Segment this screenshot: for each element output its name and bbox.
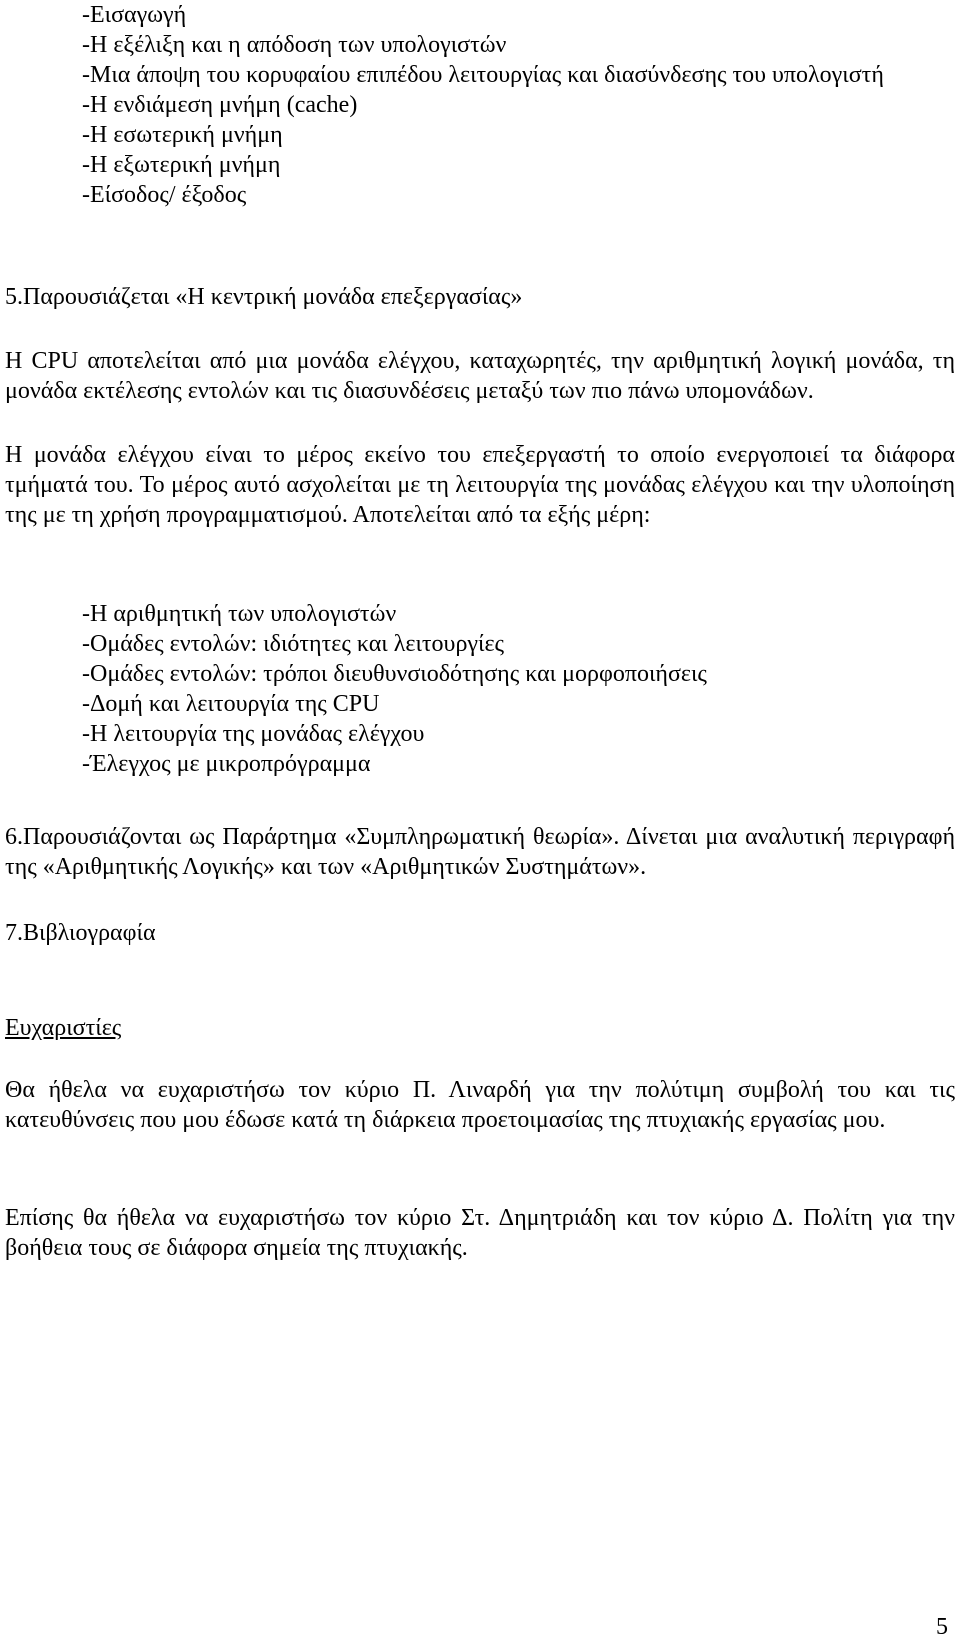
- section-5-heading: 5.Παρουσιάζεται «Η κεντρική μονάδα επεξεργασίας»: [5, 284, 523, 310]
- list-item: -Μια άποψη του κορυφαίου επιπέδου λειτουργίας και διασύνδεσης του υπολογιστή: [82, 62, 884, 88]
- list-item: -Η ενδιάμεση μνήμη (cache): [82, 92, 358, 118]
- section-5-paragraph-2: Η μονάδα ελέγχου είναι το μέρος εκείνο του επεξεργαστή το οποίο ενεργοποιεί τα διάφορα τμήματά του. Το μέρος αυτό ασχολείται με τη λειτουργία της μονάδας ελέγχου και την υλοποίηση της με τη χρήση προγραμματισμού. Αποτελείται από τα εξής μέρη:: [5, 442, 955, 528]
- acknowledgements-paragraph-2: Επίσης θα ήθελα να ευχαριστήσω τον κύριο Στ. Δημητριάδη και τον κύριο Δ. Πολίτη για την βοήθεια τους σε διάφορα σημεία της πτυχιακής.: [5, 1205, 955, 1261]
- section-6-paragraph: 6.Παρουσιάζονται ως Παράρτημα «Συμπληρωματική θεωρία». Δίνεται μια αναλυτική περιγραφή της «Αριθμητικής Λογικής» και των «Αριθμητικών Συστημάτων».: [5, 824, 955, 880]
- section-5-paragraph-1: Η CPU αποτελείται από μια μονάδα ελέγχου, καταχωρητές, την αριθμητική λογική μονάδα, τη μονάδα εκτέλεσης εντολών και τις διασυνδέσεις μεταξύ των πιο πάνω υπομονάδων.: [5, 348, 955, 404]
- list-item: -Ομάδες εντολών: τρόποι διευθυνσιοδότησης και μορφοποιήσεις: [82, 661, 707, 687]
- list-item: -Ομάδες εντολών: ιδιότητες και λειτουργίες: [82, 631, 505, 657]
- list-item: -Δομή και λειτουργία της CPU: [82, 691, 380, 717]
- chapter-list: [82, 0, 942, 210]
- list-item: -Είσοδος/ έξοδος: [82, 182, 247, 208]
- list-item: -Η αριθμητική των υπολογιστών: [82, 601, 397, 627]
- acknowledgements-heading: Ευχαριστίες: [5, 1015, 122, 1041]
- section-5-list: [82, 599, 707, 779]
- acknowledgements-paragraph-1: Θα ήθελα να ευχαριστήσω τον κύριο Π. Λιναρδή για την πολύτιμη συμβολή του και τις κατευθύνσεις που μου έδωσε κατά τη διάρκεια προετοιμασίας της πτυχιακής εργασίας μου.: [5, 1077, 955, 1133]
- list-item: -Έλεγχος με μικροπρόγραμμα: [82, 751, 371, 777]
- list-item: -Η εξωτερική μνήμη: [82, 152, 281, 178]
- list-item: -Η εσωτερική μνήμη: [82, 122, 283, 148]
- list-item: -Η εξέλιξη και η απόδοση των υπολογιστών: [82, 32, 507, 58]
- list-item: -Εισαγωγή: [82, 2, 187, 28]
- list-item: -Η λειτουργία της μονάδας ελέγχου: [82, 721, 425, 747]
- section-7-heading: 7.Βιβλιογραφία: [5, 920, 156, 946]
- page-number: 5: [936, 1614, 948, 1640]
